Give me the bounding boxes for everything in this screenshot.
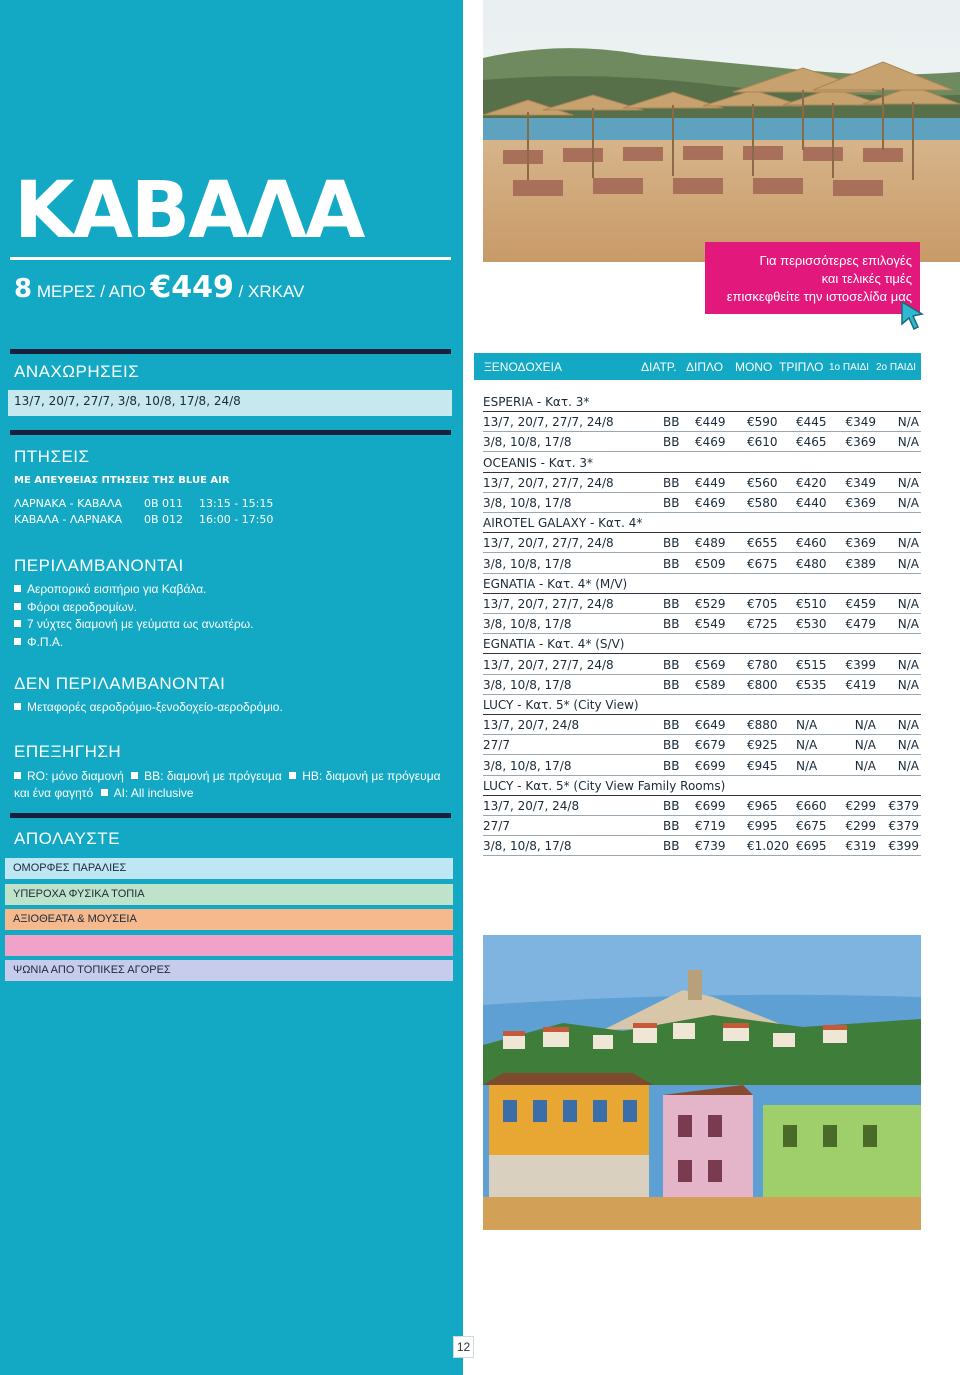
promo-line: Για περισσότερες επιλογές	[759, 253, 912, 268]
col-hotels: ΞΕΝΟΔΟΧΕΙΑ	[484, 360, 562, 374]
cell-child2: N/A	[897, 556, 919, 571]
cell-triple: €510	[796, 597, 827, 611]
cell-child2: N/A	[897, 657, 919, 672]
cell-child2: N/A	[897, 758, 919, 773]
col-triple: ΤΡΙΠΛΟ	[779, 360, 824, 374]
table-row	[483, 614, 921, 634]
cell-child2: N/A	[897, 415, 919, 430]
cell-double: €649	[695, 718, 726, 733]
list-item: 7 νύχτες διαμονή με γεύματα ως ανωτέρω.	[14, 617, 253, 635]
cell-triple: N/A	[796, 758, 818, 773]
cell-child1: €459	[845, 597, 876, 611]
cell-triple: €460	[796, 536, 827, 551]
cell-child1: €349	[845, 415, 876, 430]
cell-child2: €399	[888, 839, 919, 854]
hotel-name-row	[483, 453, 921, 473]
cell-single: €945	[747, 758, 778, 773]
cell-meal: BB	[663, 819, 680, 834]
cell-dates: 13/7, 20/7, 27/7, 24/8	[483, 657, 614, 672]
bullet-icon	[14, 585, 21, 592]
included-heading: ΠΕΡΙΛΑΜΒΑΝΟΝΤΑΙ	[14, 556, 184, 575]
cell-dates: 3/8, 10/8, 17/8	[483, 556, 572, 571]
flight-time: 16:00 - 17:50	[199, 513, 274, 526]
flight-code: 0B 012	[144, 513, 184, 526]
table-row	[483, 735, 921, 755]
cell-meal: BB	[663, 496, 680, 510]
departures-heading: ΑΝΑΧΩΡΗΣΕΙΣ	[14, 362, 140, 381]
cell-dates: 3/8, 10/8, 17/8	[483, 496, 572, 510]
cell-meal: BB	[663, 657, 680, 672]
promo-box[interactable]	[705, 242, 920, 314]
cell-single: €610	[747, 435, 778, 450]
col-child2: 2ο ΠΑΙΔΙ	[876, 362, 917, 373]
title-divider	[10, 257, 451, 260]
cell-single: €725	[747, 617, 778, 632]
not-included-heading: ΔΕΝ ΠΕΡΙΛΑΜΒΑΝΟΝΤΑΙ	[14, 674, 226, 693]
page-number: 12	[453, 1336, 474, 1358]
cell-child2: N/A	[897, 536, 919, 551]
cell-double: €549	[695, 617, 726, 632]
table-row	[483, 655, 921, 675]
hotel-name: LUCY - Κατ. 5* (City View)	[483, 698, 639, 712]
promo-line: επισκεφθείτε την ιστοσελίδα μας	[726, 289, 912, 304]
cell-double: €509	[695, 556, 726, 571]
table-row	[483, 473, 921, 493]
trip-summary	[14, 270, 304, 305]
cell-child2: N/A	[897, 718, 919, 733]
days-label: ΜΕΡΕΣ / ΑΠΟ	[36, 282, 146, 301]
cell-double: €469	[695, 496, 726, 510]
cell-meal: BB	[663, 435, 680, 450]
cell-meal: BB	[663, 799, 680, 813]
hotel-name-row	[483, 392, 921, 412]
hotel-name: EGNATIA - Κατ. 4* (M/V)	[483, 576, 628, 591]
cell-child2: €379	[888, 799, 919, 813]
cell-meal: BB	[663, 556, 680, 571]
cell-double: €469	[695, 435, 726, 450]
meal-plan-explanation: RO: μόνο διαμονή BB: διαμονή με πρόγευμα HB: διαμονή με πρόγευμα και ένα φαγητό AI: All inclusive	[14, 769, 441, 800]
cell-child2: N/A	[897, 617, 919, 632]
cell-double: €449	[695, 475, 726, 490]
bullet-icon	[14, 772, 21, 779]
trip-code: / XRKAV	[238, 282, 305, 301]
cell-child2: N/A	[897, 597, 919, 611]
cell-dates: 27/7	[483, 738, 510, 753]
cell-child1: N/A	[854, 758, 876, 773]
cell-child2: €379	[888, 819, 919, 834]
cell-dates: 3/8, 10/8, 17/8	[483, 617, 572, 632]
cell-dates: 27/7	[483, 819, 510, 834]
cell-child1: €369	[845, 496, 876, 510]
cell-triple: €420	[796, 475, 827, 490]
cell-double: €699	[695, 799, 726, 813]
cell-single: €800	[747, 677, 778, 692]
cell-child1: €299	[845, 799, 876, 813]
hotel-name-row	[483, 574, 921, 594]
flights-subheading: ΜΕ ΑΠΕΥΘΕΙΑΣ ΠΤΗΣΕΙΣ ΤΗΣ BLUE AIR	[14, 475, 230, 486]
cell-child1: €389	[845, 556, 876, 571]
cell-child1: €369	[845, 536, 876, 551]
cell-triple: €695	[796, 839, 827, 854]
explanation-heading: ΕΠΕΞΗΓΗΣΗ	[14, 742, 122, 761]
list-item: Μεταφορές αεροδρόμιο-ξενοδοχείο-αεροδρόμιο.	[14, 700, 283, 718]
col-meal: ΔΙΑΤΡ.	[641, 360, 677, 374]
flight-row	[14, 497, 273, 510]
departure-dates: 13/7, 20/7, 27/7, 3/8, 10/8, 17/8, 24/8	[8, 390, 452, 416]
hotel-name: OCEANIS - Κατ. 3*	[483, 455, 593, 470]
not-included-list	[14, 700, 283, 718]
cell-child1: €479	[845, 617, 876, 632]
included-list	[14, 582, 253, 652]
flight-route: ΚΑΒΑΛΑ - ΛΑΡΝΑΚΑ	[14, 513, 122, 526]
table-row	[483, 756, 921, 776]
cell-triple: €465	[796, 435, 827, 450]
cell-dates: 3/8, 10/8, 17/8	[483, 677, 572, 692]
flight-code: 0B 011	[144, 497, 184, 510]
table-row	[483, 796, 921, 816]
cell-triple: €660	[796, 799, 827, 813]
cell-triple: €530	[796, 617, 827, 632]
cell-triple: €440	[796, 496, 827, 510]
cell-child2: N/A	[897, 738, 919, 753]
cell-dates: 13/7, 20/7, 27/7, 24/8	[483, 597, 614, 611]
cell-dates: 3/8, 10/8, 17/8	[483, 758, 572, 773]
bullet-icon	[14, 638, 21, 645]
cell-triple: €445	[796, 415, 827, 430]
table-row	[483, 533, 921, 553]
table-row	[483, 715, 921, 735]
enjoy-item-shopping: ΨΩΝΙΑ ΑΠΟ ΤΟΠΙΚΕΣ ΑΓΟΡΕΣ	[5, 960, 453, 981]
bullet-icon	[289, 772, 296, 779]
flight-row	[14, 513, 273, 526]
cell-child2: N/A	[897, 677, 919, 692]
cell-triple: €675	[796, 819, 827, 834]
cell-double: €679	[695, 738, 726, 753]
cell-triple: N/A	[796, 718, 818, 733]
flights-heading: ΠΤΗΣΕΙΣ	[14, 447, 90, 466]
list-item: Φόροι αεροδρομίων.	[14, 600, 253, 618]
cell-child1: €349	[845, 475, 876, 490]
cell-meal: BB	[663, 617, 680, 632]
cell-double: €569	[695, 657, 726, 672]
cell-double: €589	[695, 677, 726, 692]
cell-dates: 3/8, 10/8, 17/8	[483, 839, 572, 854]
starting-price: €449	[150, 270, 234, 305]
table-row	[483, 816, 921, 836]
cell-double: €739	[695, 839, 726, 854]
cell-dates: 13/7, 20/7, 27/7, 24/8	[483, 475, 614, 490]
price-table-header	[474, 353, 921, 380]
cell-single: €995	[747, 819, 778, 834]
days-number: 8	[14, 274, 33, 304]
beach-photo	[483, 0, 960, 262]
cell-meal: BB	[663, 738, 680, 753]
bullet-icon	[131, 772, 138, 779]
table-row	[483, 493, 921, 513]
cell-meal: BB	[663, 718, 680, 733]
cell-single: €880	[747, 718, 778, 733]
cell-single: €655	[747, 536, 778, 551]
cell-dates: 13/7, 20/7, 27/7, 24/8	[483, 415, 614, 430]
table-row	[483, 675, 921, 695]
cell-meal: BB	[663, 758, 680, 773]
bullet-icon	[101, 789, 108, 796]
cell-dates: 13/7, 20/7, 24/8	[483, 799, 580, 813]
table-row	[483, 594, 921, 614]
hotel-name-row	[483, 695, 921, 715]
enjoy-heading: ΑΠΟΛΑΥΣΤΕ	[14, 829, 121, 848]
info-panel	[0, 0, 463, 1375]
section-divider	[10, 349, 451, 354]
cell-child1: €299	[845, 819, 876, 834]
hotel-name: EGNATIA - Κατ. 4* (S/V)	[483, 637, 625, 652]
cell-double: €449	[695, 415, 726, 430]
cell-single: €580	[747, 496, 778, 510]
cell-double: €529	[695, 597, 726, 611]
hotel-name-row	[483, 634, 921, 654]
list-item: Φ.Π.Α.	[14, 635, 253, 653]
col-double: ΔΙΠΛΟ	[686, 360, 724, 374]
destination-title: ΚΑΒΑΛΑ	[14, 166, 364, 256]
cell-single: €560	[747, 475, 778, 490]
cell-meal: BB	[663, 839, 680, 854]
cell-triple: €480	[796, 556, 827, 571]
cell-child2: N/A	[897, 435, 919, 450]
cell-single: €925	[747, 738, 778, 753]
hotel-name: AIROTEL GALAXY - Κατ. 4*	[483, 516, 643, 531]
cell-single: €590	[747, 415, 778, 430]
cell-child1: €319	[845, 839, 876, 854]
cell-triple: N/A	[796, 738, 818, 753]
cell-meal: BB	[663, 475, 680, 490]
bullet-icon	[14, 620, 21, 627]
table-row	[483, 554, 921, 574]
hotel-name: LUCY - Κατ. 5* (City View Family Rooms)	[483, 778, 726, 793]
section-divider	[10, 430, 451, 435]
cell-meal: BB	[663, 597, 680, 611]
cell-double: €699	[695, 758, 726, 773]
list-item: Αεροπορικό εισιτήριο για Καβάλα.	[14, 582, 253, 600]
cell-triple: €515	[796, 657, 827, 672]
table-row	[483, 836, 921, 856]
cell-dates: 13/7, 20/7, 24/8	[483, 718, 580, 733]
hotel-name-row	[483, 513, 921, 533]
bullet-icon	[14, 703, 21, 710]
enjoy-item-sights: ΑΞΙΟΘΕΑΤΑ & ΜΟΥΣΕΙΑ	[5, 909, 453, 930]
cell-meal: BB	[663, 677, 680, 692]
col-child1: 1ο ΠΑΙΔΙ	[829, 362, 870, 373]
cell-child1: €369	[845, 435, 876, 450]
table-row	[483, 432, 921, 452]
cell-dates: 3/8, 10/8, 17/8	[483, 435, 572, 450]
cell-single: €1.020	[747, 839, 789, 854]
cell-double: €489	[695, 536, 726, 551]
section-divider	[10, 813, 451, 818]
cell-child1: N/A	[854, 738, 876, 753]
col-single: ΜΟΝΟ	[735, 360, 773, 374]
cell-child1: N/A	[854, 718, 876, 733]
hotel-name-row	[483, 776, 921, 796]
enjoy-item-blank	[5, 935, 453, 956]
cell-child1: €419	[845, 677, 876, 692]
cell-double: €719	[695, 819, 726, 834]
bullet-icon	[14, 603, 21, 610]
cell-single: €780	[747, 657, 778, 672]
cell-dates: 13/7, 20/7, 27/7, 24/8	[483, 536, 614, 551]
table-row	[483, 412, 921, 432]
enjoy-item-landscapes: ΥΠΕΡΟΧΑ ΦΥΣΙΚΑ ΤΟΠΙΑ	[5, 884, 453, 905]
cell-meal: BB	[663, 536, 680, 551]
hotel-name: ESPERIA - Κατ. 3*	[483, 395, 590, 409]
cell-single: €965	[747, 799, 778, 813]
cell-child2: N/A	[897, 496, 919, 510]
flight-time: 13:15 - 15:15	[199, 497, 274, 510]
flight-route: ΛΑΡΝΑΚΑ - ΚΑΒΑΛΑ	[14, 497, 122, 510]
promo-line: και τελικές τιμές	[821, 271, 912, 286]
cell-child2: N/A	[897, 475, 919, 490]
cell-single: €675	[747, 556, 778, 571]
cell-meal: BB	[663, 415, 680, 430]
pointer-icon	[900, 300, 924, 330]
old-town-photo	[483, 935, 921, 1230]
cell-triple: €535	[796, 677, 827, 692]
enjoy-item-beaches: ΟΜΟΡΦΕΣ ΠΑΡΑΛΙΕΣ	[5, 858, 453, 879]
cell-child1: €399	[845, 657, 876, 672]
cell-single: €705	[747, 597, 778, 611]
